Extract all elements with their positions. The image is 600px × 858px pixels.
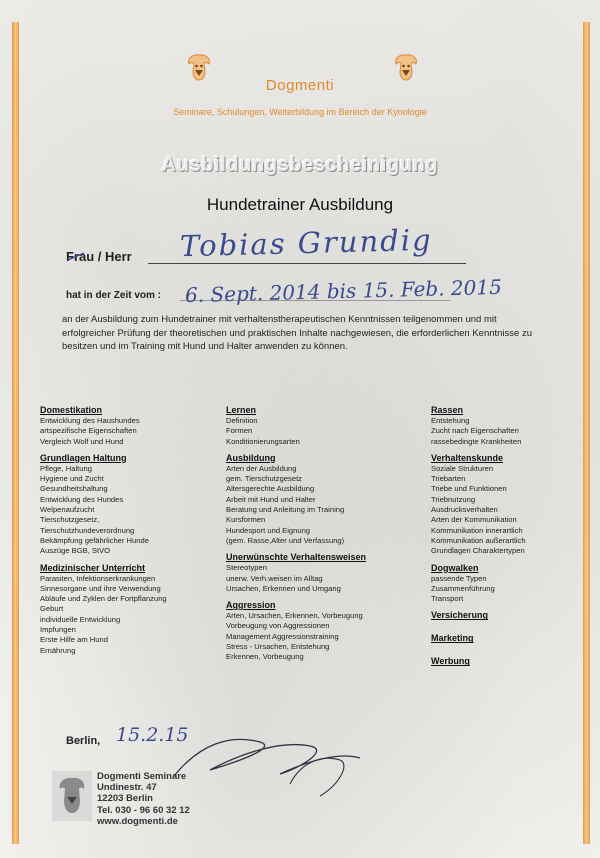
section-item: Geburt bbox=[40, 604, 64, 614]
stamp-line: Undinestr. 47 bbox=[97, 782, 157, 794]
section-item: Erkennen, Vorbeugung bbox=[226, 652, 304, 662]
section-item: Zucht nach Eigenschaften bbox=[431, 426, 519, 436]
section-item: Grundlagen Charaktertypen bbox=[431, 546, 525, 556]
curriculum-section bbox=[226, 552, 416, 594]
section-item: Erste Hilfe am Hund bbox=[40, 635, 108, 645]
curriculum-section bbox=[431, 563, 581, 605]
section-item: Triebnutzung bbox=[431, 494, 476, 504]
section-item: Kommunikation außerartlich bbox=[431, 535, 526, 545]
stamp-line: Dogmenti Seminare bbox=[97, 771, 187, 782]
course-title: Hundetrainer Ausbildung bbox=[206, 195, 394, 214]
intro-paragraph: an der Ausbildung zum Hundetrainer mit verhaltenstherapeutischen Kenntnissen teilgenommen und mit erfolgreicher Prüfung der theoretischen und praktischen Inhalte nachgewiesen, die erforderlichen Kenntnisse zu besitzen und im Training mit Hund und Halter anwenden zu können. bbox=[62, 314, 533, 352]
curriculum-section bbox=[40, 453, 220, 557]
curriculum-section bbox=[226, 600, 416, 662]
section-item: Gesundheitshaltung bbox=[40, 484, 108, 494]
curriculum-section bbox=[431, 633, 581, 643]
section-heading: Marketing bbox=[431, 633, 474, 644]
name-label: Frau / Herr bbox=[66, 249, 132, 264]
curriculum-section bbox=[226, 453, 416, 546]
section-item: Abläufe und Zyklen der Fortpflanzung bbox=[40, 594, 167, 604]
section-item: Auszüge BGB, StVO bbox=[40, 546, 111, 556]
section-item: Ursachen, Erkennen und Umgang bbox=[226, 583, 341, 593]
right-border-stripe bbox=[583, 22, 590, 844]
period-label: hat in der Zeit vom : bbox=[66, 290, 162, 301]
signature bbox=[170, 724, 370, 804]
section-item: Entwicklung des Haushundes bbox=[40, 416, 140, 425]
section-item: Ernährung bbox=[40, 645, 76, 655]
stamp-line: 12203 Berlin bbox=[97, 793, 153, 805]
section-item: Kursformen bbox=[226, 515, 266, 525]
curriculum-column-1 bbox=[40, 405, 220, 662]
curriculum-section bbox=[40, 405, 220, 447]
section-heading: Versicherung bbox=[431, 610, 489, 621]
section-item: artspezifische Eigenschaften bbox=[40, 426, 137, 436]
section-item: Arten der Kommunikation bbox=[431, 515, 517, 525]
section-item: Definition bbox=[226, 416, 258, 425]
name-underline bbox=[148, 263, 466, 264]
section-item: Beratung und Anleitung im Training bbox=[226, 505, 345, 515]
recipient-name: Tobias Grundig bbox=[179, 222, 433, 264]
section-item: rassebedingte Krankheiten bbox=[431, 436, 522, 446]
section-heading: Lernen bbox=[226, 405, 257, 415]
document-title: Ausbildungsbescheinigung bbox=[161, 154, 439, 176]
curriculum-section bbox=[226, 405, 416, 447]
section-item: Triebe und Funktionen bbox=[431, 484, 507, 494]
section-heading: Aggression bbox=[226, 600, 276, 611]
section-item: Stress - Ursachen, Entstehung bbox=[226, 642, 330, 652]
section-item: Konditionierungsarten bbox=[226, 436, 300, 446]
section-item: (gem. Rasse,Alter und Verfassung) bbox=[226, 535, 345, 545]
training-period: 6. Sept. 2014 bis 15. Feb. 2015 bbox=[184, 274, 503, 308]
section-heading: Rassen bbox=[431, 405, 464, 415]
curriculum-section bbox=[40, 563, 220, 656]
section-item: Parasiten, Infektionserkrankungen bbox=[40, 573, 156, 583]
section-heading: Werbung bbox=[431, 656, 470, 667]
section-item: passende Typen bbox=[431, 573, 487, 583]
section-item: Altersgerechte Ausbildung bbox=[226, 484, 315, 494]
section-item: Sinnesorgane und ihre Verwendung bbox=[40, 583, 161, 593]
section-item: Tierschutzhundeverordnung bbox=[40, 525, 135, 535]
curriculum-column-2 bbox=[226, 405, 416, 669]
section-item: Arbeit mit Hund und Halter bbox=[226, 494, 316, 504]
curriculum-section bbox=[431, 405, 581, 447]
section-item: Hygiene und Zucht bbox=[40, 474, 104, 484]
section-heading: Ausbildung bbox=[226, 452, 276, 463]
section-item: Impfungen bbox=[40, 625, 76, 635]
section-item: unerw. Verh.weisen im Alltag bbox=[226, 573, 323, 583]
section-item: Zusammenführung bbox=[431, 583, 495, 593]
strikethrough-mark bbox=[67, 251, 85, 262]
curriculum-section bbox=[431, 656, 581, 666]
section-item: Entstehung bbox=[431, 416, 470, 425]
section-item: Hundesport und Eignung bbox=[226, 525, 311, 535]
section-item: Transport bbox=[431, 594, 464, 604]
section-heading: Verhaltenskunde bbox=[431, 452, 504, 463]
section-item: Formen bbox=[226, 426, 253, 436]
section-item: Entwicklung des Hundes bbox=[40, 494, 124, 504]
section-item: Arten, Ursachen, Erkennen, Vorbeugung bbox=[226, 611, 363, 621]
section-item: Vorbeugung von Aggressionen bbox=[226, 621, 330, 631]
stamp-line: Tel. 030 - 96 60 32 12 bbox=[97, 804, 190, 816]
section-item: Welpenaufzucht bbox=[40, 505, 95, 515]
section-item: Tierschutzgesetz, bbox=[40, 515, 100, 525]
place-label: Berlin, bbox=[66, 735, 101, 747]
curriculum-column-3 bbox=[431, 405, 581, 679]
section-item: gem. Tierschutzgesetz bbox=[226, 474, 302, 484]
left-border-stripe bbox=[12, 22, 19, 844]
stamp-line: www.dogmenti.de bbox=[97, 815, 178, 827]
section-item: Stereotypen bbox=[226, 563, 267, 573]
section-heading: Grundlagen Haltung bbox=[40, 452, 127, 463]
section-item: Arten der Ausbildung bbox=[226, 463, 297, 473]
stamp-dog-icon bbox=[52, 771, 92, 821]
section-item: Management Aggressionstraining bbox=[226, 631, 339, 641]
section-heading: Domestikation bbox=[40, 405, 103, 415]
section-heading: Unerwünschte Verhaltensweisen bbox=[226, 552, 367, 563]
section-item: Pflege, Haltung bbox=[40, 463, 92, 473]
curriculum-section bbox=[431, 453, 581, 557]
brand-tagline: Seminare, Schulungen, Weiterbildung im Bereich der Kynologie bbox=[173, 107, 427, 117]
section-item: Ausdrucksverhalten bbox=[431, 505, 498, 515]
section-item: Vergleich Wolf und Hund bbox=[40, 436, 124, 446]
section-item: Triebarten bbox=[431, 474, 466, 484]
section-item: individuelle Entwicklung bbox=[40, 614, 121, 624]
curriculum-section bbox=[431, 610, 581, 620]
section-item: Soziale Strukturen bbox=[431, 463, 494, 473]
section-heading: Medizinischer Unterricht bbox=[40, 562, 146, 573]
section-item: Bekämpfung gefährlicher Hunde bbox=[40, 535, 149, 545]
issue-date: 15.2.15 bbox=[116, 724, 189, 746]
section-heading: Dogwalken bbox=[431, 562, 479, 573]
section-item: Kommunikation innerartlich bbox=[431, 525, 523, 535]
brand-name: Dogmenti bbox=[265, 77, 335, 94]
address-stamp bbox=[97, 771, 190, 827]
